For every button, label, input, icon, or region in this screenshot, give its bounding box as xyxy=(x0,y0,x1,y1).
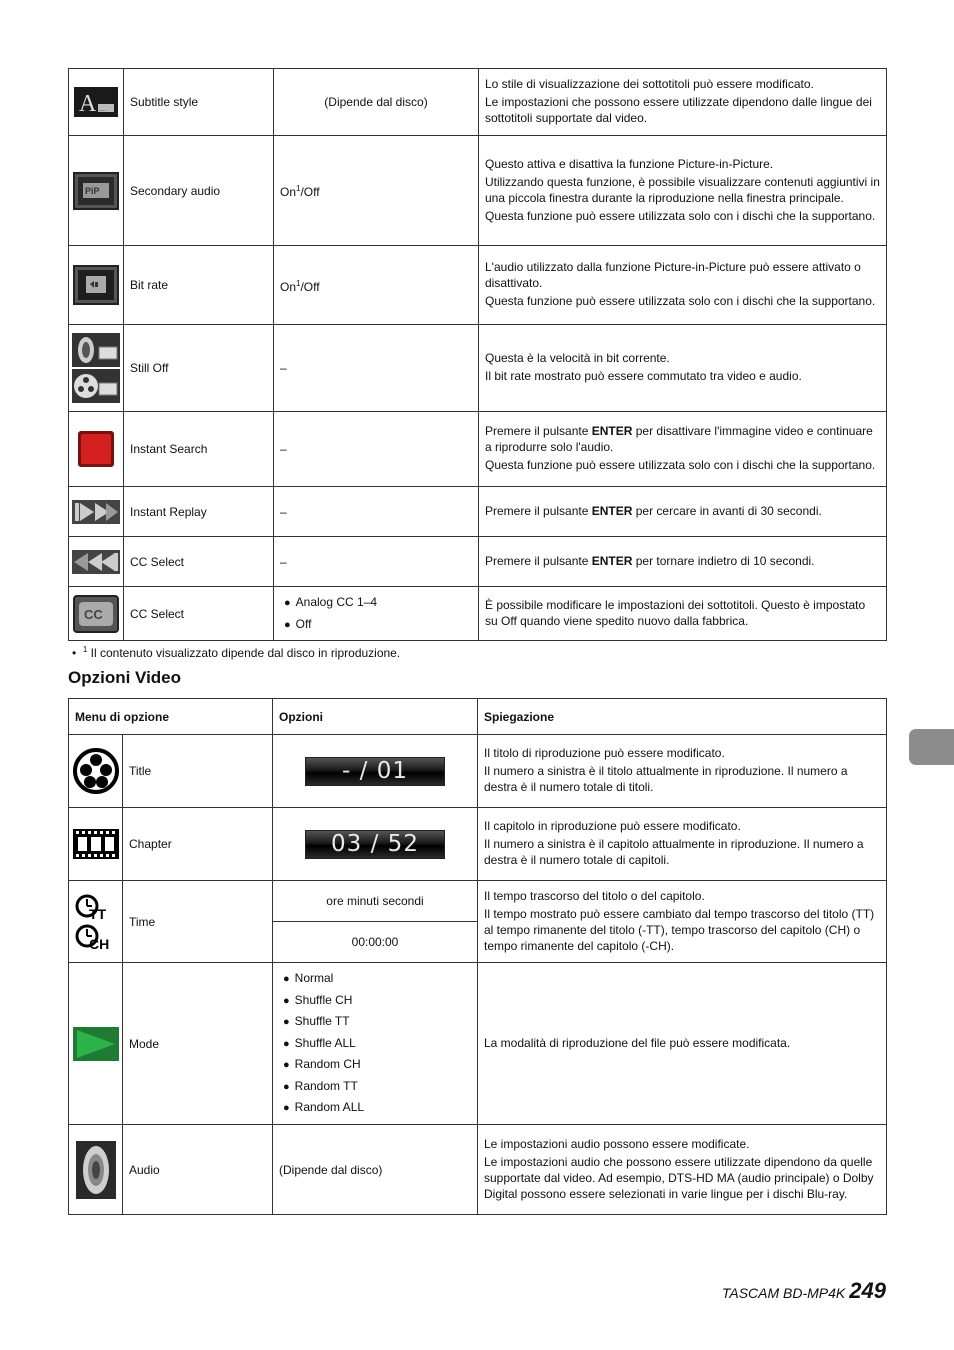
explanation xyxy=(478,808,887,881)
tt-label: TT xyxy=(88,905,106,922)
explanation-line: Il tempo mostrato può essere cambiato dal tempo trascorso del titolo (TT) al tempo rimanente del titolo (-TT), tempo trascorso del capitolo (CH) o tempo rimanente del capitolo (-CH). xyxy=(484,906,875,953)
table-row xyxy=(69,963,887,1125)
option-value: (Dipende dal disco) xyxy=(273,1125,478,1215)
explanation-line: Questa funzione può essere utilizzata solo con i dischi che la supportano. xyxy=(485,208,876,223)
explanation-line: Il capitolo in riproduzione può essere modificato. xyxy=(484,819,741,833)
title-counter-display: - / 01 xyxy=(305,757,445,786)
menu-item-label: Title xyxy=(123,735,273,808)
menu-item-label: Still Off xyxy=(124,325,274,412)
audio-speaker-icon xyxy=(69,1125,123,1215)
explanation xyxy=(479,325,887,412)
table-row xyxy=(69,325,887,412)
section-title: Opzioni Video xyxy=(68,668,182,687)
table-row xyxy=(69,735,887,808)
ch-label: CH xyxy=(88,935,109,952)
option-item: ● Shuffle CH xyxy=(283,990,471,1012)
table-row xyxy=(69,1125,887,1215)
table-row xyxy=(69,881,887,922)
table-row xyxy=(69,412,887,487)
menu-item-label: Mode xyxy=(123,963,273,1125)
menu-item-label: CC Select xyxy=(124,537,274,587)
explanation xyxy=(478,1125,887,1215)
option-value: 00:00:00 xyxy=(273,922,478,963)
explanation-line: Il bit rate mostrato può essere commutato tra video e audio. xyxy=(485,369,802,383)
explanation-line: Questo attiva e disattiva la funzione Picture-in-Picture. xyxy=(485,156,774,171)
option-value: (Dipende dal disco) xyxy=(274,69,479,136)
explanation xyxy=(479,412,887,487)
table-row xyxy=(69,587,887,641)
menu-item-label: Audio xyxy=(123,1125,273,1215)
svg-text:A: A xyxy=(79,91,97,117)
explanation-line: Questa funzione può essere utilizzata solo con i dischi che la supportano. xyxy=(485,458,876,472)
explanation-line: La modalità di riproduzione del file può essere modificata. xyxy=(484,1035,791,1050)
explanation-line: Questa funzione può essere utilizzata solo con i dischi che la supportano. xyxy=(485,294,876,308)
table-header-row xyxy=(69,699,887,735)
footnote-bullet: • xyxy=(72,646,77,660)
explanation-line: Premere il pulsante ENTER per cercare in avanti di 30 secondi. xyxy=(485,503,822,518)
option-item: ● Off xyxy=(284,614,472,636)
option-value: – xyxy=(274,487,479,537)
explanation xyxy=(478,963,887,1125)
option-list xyxy=(273,963,478,1125)
table-row xyxy=(69,69,887,136)
menu-item-label: CC Select xyxy=(124,587,274,641)
explanation-line: Il tempo trascorso del titolo o del capitolo. xyxy=(484,888,705,903)
product-name: TASCAM BD-MP4K xyxy=(721,1285,846,1301)
explanation-line: Le impostazioni che possono essere utilizzate dipendono dalle lingue dei sottotitoli supportate dal video. xyxy=(485,95,872,125)
explanation-line: Il titolo di riproduzione può essere modificato. xyxy=(484,746,725,760)
footnote xyxy=(72,645,400,660)
option-value: – xyxy=(274,537,479,587)
option-item: ● Analog CC 1–4 xyxy=(284,592,472,614)
explanation-line: Il numero a sinistra è il capitolo attualmente in riproduzione. Il numero a destra è il numero totale di capitoli. xyxy=(484,837,864,867)
explanation xyxy=(478,881,887,963)
header-explanation: Spiegazione xyxy=(478,699,887,735)
fast-forward-icon xyxy=(69,487,124,537)
table-row xyxy=(69,487,887,537)
video-options-table xyxy=(68,698,887,1215)
options-table-1 xyxy=(68,68,887,641)
explanation-line: Lo stile di visualizzazione dei sottotitoli può essere modificato. xyxy=(485,77,814,91)
explanation-line: Premere il pulsante ENTER per disattivare l'immagine video e continuare a riprodurre solo l'audio. xyxy=(485,424,873,454)
option-item: ● Shuffle ALL xyxy=(283,1033,471,1055)
menu-item-label: Subtitle style xyxy=(124,69,274,136)
bit-rate-icon xyxy=(69,325,124,412)
explanation-line: Le impostazioni audio che possono essere utilizzate dipendono da quelle supportate dal video. Ad esempio, DTS-HD MA (audio principale) o Dolby Digital possono essere selezionati in varie lingue per i dischi Blu-ray. xyxy=(484,1154,874,1201)
header-options: Opzioni xyxy=(273,699,478,735)
explanation xyxy=(478,735,887,808)
explanation-line: Utilizzando questa funzione, è possibile visualizzare contenuti aggiuntivi in una piccola finestra durante la riproduzione nella finestra principale. xyxy=(485,174,880,205)
explanation-line: Il numero a sinistra è il titolo attualmente in riproduzione. Il numero a destra è il numero totale di titoli. xyxy=(484,764,848,794)
table-row xyxy=(69,246,887,325)
option-item: ● Shuffle TT xyxy=(283,1011,471,1033)
option-item: ● Normal xyxy=(283,968,471,990)
chapter-side-tab xyxy=(909,729,954,765)
table-row xyxy=(69,136,887,246)
menu-item-label: Instant Search xyxy=(124,412,274,487)
explanation xyxy=(479,136,887,246)
explanation-line: Le impostazioni audio possono essere modificate. xyxy=(484,1136,750,1151)
option-display xyxy=(273,808,478,881)
explanation xyxy=(479,69,887,136)
explanation xyxy=(479,487,887,537)
table-row xyxy=(69,808,887,881)
explanation-line: È possibile modificare le impostazioni dei sottotitoli. Questo è impostato su Off quando viene spedito nuovo dalla fabbrica. xyxy=(485,597,866,628)
option-list xyxy=(274,587,479,641)
explanation-line: L'audio utilizzato dalla funzione Picture-in-Picture può essere attivato o disattivato. xyxy=(485,260,861,290)
menu-item-label: Secondary audio xyxy=(124,136,274,246)
menu-item-label: Time xyxy=(123,881,273,963)
option-display xyxy=(273,735,478,808)
explanation xyxy=(479,587,887,641)
chapter-film-icon xyxy=(69,808,123,881)
page-footer xyxy=(722,1278,886,1304)
pip-icon xyxy=(69,136,124,246)
rewind-icon xyxy=(69,537,124,587)
play-mode-icon xyxy=(69,963,123,1125)
option-item: ● Random TT xyxy=(283,1076,471,1098)
title-reel-icon xyxy=(69,735,123,808)
subtitle-style-icon xyxy=(69,69,124,136)
footnote-marker: 1 xyxy=(82,645,88,654)
option-value: – xyxy=(274,412,479,487)
option-item: ● Random CH xyxy=(283,1054,471,1076)
cc-icon xyxy=(69,587,124,641)
svg-text:CC: CC xyxy=(84,606,103,622)
menu-item-label: Instant Replay xyxy=(124,487,274,537)
menu-item-label: Bit rate xyxy=(124,246,274,325)
explanation-line: Premere il pulsante ENTER per tornare indietro di 10 secondi. xyxy=(485,553,815,568)
option-value: ore minuti secondi xyxy=(273,881,478,922)
explanation-line: Questa è la velocità in bit corrente. xyxy=(485,351,670,365)
svg-text:....: .... xyxy=(99,106,107,113)
option-value: On$^1$/Off xyxy=(274,136,479,246)
secondary-audio-icon xyxy=(69,246,124,325)
option-value: On$^1$/Off xyxy=(274,246,479,325)
menu-item-label: Chapter xyxy=(123,808,273,881)
svg-text:PiP: PiP xyxy=(85,185,100,196)
explanation xyxy=(479,246,887,325)
table-row xyxy=(69,537,887,587)
time-icon xyxy=(69,881,123,963)
header-menu: Menu di opzione xyxy=(69,699,273,735)
page-number: 249 xyxy=(849,1278,886,1303)
footnote-text: Il contenuto visualizzato dipende dal disco in riproduzione. xyxy=(87,646,401,660)
option-item: ● Random ALL xyxy=(283,1097,471,1119)
option-value: – xyxy=(274,325,479,412)
chapter-counter-display: 03 / 52 xyxy=(305,830,445,859)
still-off-icon xyxy=(69,412,124,487)
explanation xyxy=(479,537,887,587)
